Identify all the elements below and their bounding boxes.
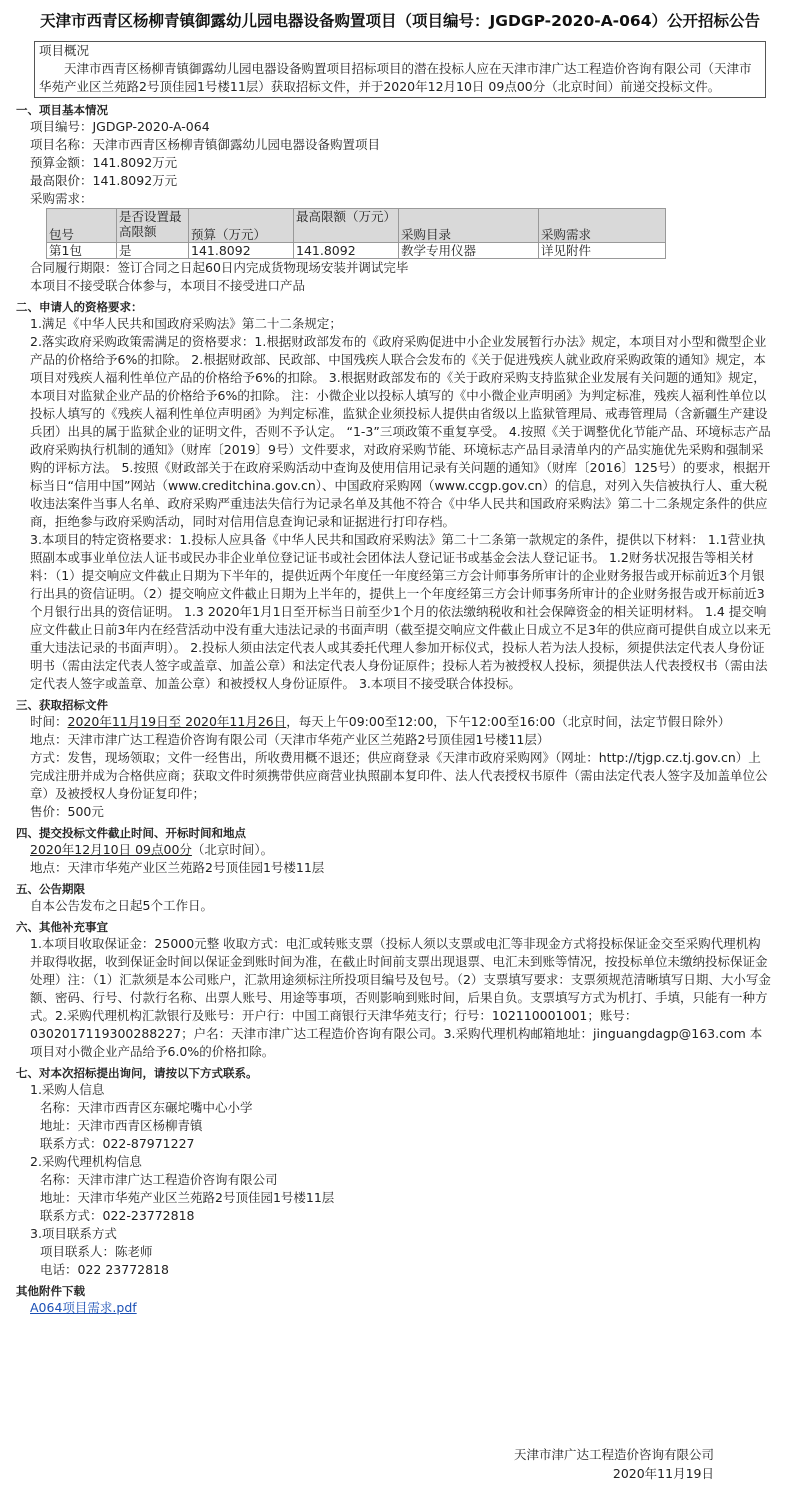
deadline-time-suffix: （北京时间）。: [191, 842, 274, 857]
overview-box: [34, 41, 766, 98]
section-basic-info-heading: 一、项目基本情况: [16, 103, 108, 117]
package-table: [46, 208, 666, 259]
qualification-para-1: 1.满足《中华人民共和国政府采购法》第二十二条规定；: [30, 316, 342, 331]
obtain-time-range: 2020年11月19日至 2020年11月26日: [67, 714, 287, 729]
basic-info-line: 最高限价：141.8092万元: [30, 173, 178, 188]
deadline-place: 地点：天津市华苑产业区兰苑路2号顶佳园1号楼11层: [30, 860, 325, 875]
obtain-method: 方式：发售，现场领取；文件一经售出，所收费用概不退还；供应商登录《天津市政府采购网》（网址：http://tjgp.cz.tj.gov.cn）上完成注册并成为合格供应商；获取文件时须携带供应商营业执照副本复印件、法人代表授权书原件（需由法定代表人签字及加盖单位公章）及被授权人身份证复印件；: [30, 750, 768, 801]
agent-title: 2.采购代理机构信息: [30, 1154, 142, 1169]
contract-period: 合同履行期限：签订合同之日起60日内完成货物现场安装并调试完毕: [30, 260, 409, 275]
table-cell: 是: [117, 243, 189, 259]
contact-title: 3.项目联系方式: [30, 1226, 117, 1241]
buyer-name: 名称：天津市西青区东碾坨嘴中心小学: [40, 1100, 253, 1115]
other-text: 1.本项目收取保证金：25000元整 收取方式：电汇或转账支票（投标人须以支票或电汇等非现金方式将投标保证金交至采购代理机构并取得收据，收到保证金时间以保证金到账时间为准，在截止时间前支票出现退票、电汇未到账等情况，按投标单位未缴纳投标保证金处理）注：（1）汇款须是本公司账户，汇款用途须标注所投项目编号及包号。（2）支票填写要求：支票须规范清晰填写日期、大小写金额、密码、行号、付款行名称、出票人账号、用途等事项，否则影响到账时间，后果自负。支票填写方式为机打、手填，只能有一种方式。2.采购代理机构汇款银行及账号：开户行：中国工商银行天津华苑支行；行号：102110001001；账号：0302017119300288227；户名：天津市津广达工程造价咨询有限公司。3.采购代理机构邮箱地址：jinguangdagp@163.com 本项目对小微企业产品给予6.0%的价格扣除。: [30, 936, 771, 1059]
table-header-cell: 预算（万元）: [189, 209, 294, 243]
obtain-time-rest: ，每天上午09:00至12:00，下午12:00至16:00（北京时间，法定节假日除外）: [286, 714, 731, 729]
section-contact-heading: 七、对本次招标提出询问，请按以下方式联系。: [16, 1066, 258, 1080]
basic-info-line: 项目编号：JGDGP-2020-A-064: [30, 119, 210, 134]
table-cell: 141.8092: [294, 243, 399, 259]
basic-info-line: 采购需求：: [30, 191, 93, 206]
agent-address: 地址：天津市华苑产业区兰苑路2号顶佳园1号楼11层: [40, 1190, 335, 1205]
section-qualification-heading: 二、申请人的资格要求：: [16, 300, 143, 314]
qualification-para-2: 2.落实政府采购政策需满足的资格要求：1.根据财政部发布的《政府采购促进中小企业发展暂行办法》规定，本项目对小型和微型企业产品的价格给予6%的扣除。 2.根据财政部、民政部、中国残疾人联合会发布的《关于促进残疾人就业政府采购政策的通知》规定，本项目对残疾人福利性单位产品的价格给予6%的扣除。 3.根据财政部发布的《关于政府采购支持监狱企业发展有关问题的通知》规定，本项目对监狱企业产品的价格给予6%的扣除。 注：小微企业以投标人填写的《中小微企业声明函》为判定标准，残疾人福利性单位以投标人填写的《残疾人福利性单位声明函》为判定标准，监狱企业须投标人提供由省级以上监狱管理局、戒毒管理局（含新疆生产建设兵团）出具的属于监狱企业的证明文件，否则不予认定。 “1-3”三项政策不重复享受。 4.按照《关于调整优化节能产品、环境标志产品政府采购执行机制的通知》（财库〔2019〕9号）文件要求，对政府采购节能、环境标志产品目录清单内的产品实施优先采购和强制采购的评标方法。 5.按照《财政部关于在政府采购活动中查询及使用信用记录有关问题的通知》（财库〔2016〕125号）的要求，根据开标当日“信用中国”网站（www.creditchina.gov.cn）、中国政府采购网（www.ccgp.gov.cn）的信息，对列入失信被执行人、重大税收违法案件当事人名单、政府采购严重违法失信行为记录名单及其他不符合《中华人民共和国政府采购法》第二十二条规定条件的供应商，拒绝参与政府采购活动，同时对信用信息查询记录和证据进行打印存档。: [30, 334, 771, 529]
agent-phone: 联系方式：022-23772818: [40, 1208, 195, 1223]
contact-person: 项目联系人：陈老师: [40, 1244, 153, 1259]
table-cell: 教学专用仪器: [399, 243, 539, 259]
signature-date: 2020年11月19日: [612, 1466, 714, 1481]
obtain-place: 地点：天津市津广达工程造价咨询有限公司（天津市华苑产业区兰苑路2号顶佳园1号楼11层）: [30, 732, 550, 747]
obtain-price: 售价：500元: [30, 804, 104, 819]
attachment-link[interactable]: A064项目需求.pdf: [30, 1300, 137, 1315]
table-cell: 详见附件: [539, 243, 666, 259]
deadline-time: [16, 841, 772, 859]
attachments-heading: 其他附件下载: [16, 1284, 85, 1298]
deadline-time-value: 2020年12月10日 09点00分: [30, 842, 192, 857]
buyer-address: 地址：天津市西青区杨柳青镇: [40, 1118, 203, 1133]
obtain-time: [16, 713, 772, 731]
package-table-header: [47, 209, 666, 243]
section-period-heading: 五、公告期限: [16, 882, 85, 896]
table-header-cell: 采购目录: [399, 209, 539, 243]
table-cell: 第1包: [47, 243, 117, 259]
section-deadline-heading: 四、提交投标文件截止时间、开标时间和地点: [16, 826, 246, 840]
obtain-time-label: 时间：: [30, 714, 68, 729]
basic-info-line: 项目名称：天津市西青区杨柳青镇御露幼儿园电器设备购置项目: [30, 137, 381, 152]
buyer-phone: 联系方式：022-87971227: [40, 1136, 195, 1151]
overview-text: 天津市西青区杨柳青镇御露幼儿园电器设备购置项目招标项目的潜在投标人应在天津市津广达工程造价咨询有限公司（天津市华苑产业区兰苑路2号顶佳园1号楼11层）获取招标文件，并于2020年12月10日 09点00分（北京时间）前递交投标文件。: [39, 61, 752, 94]
table-header-cell: 最高限额（万元）: [294, 209, 399, 243]
consortium-note: 本项目不接受联合体参与，本项目不接受进口产品: [30, 278, 306, 293]
table-header-cell: 包号: [47, 209, 117, 243]
section-other-heading: 六、其他补充事宜: [16, 920, 108, 934]
contact-phone: 电话：022 23772818: [40, 1262, 169, 1277]
page-title: 天津市西青区杨柳青镇御露幼儿园电器设备购置项目（项目编号：JGDGP-2020-A-064）公开招标公告: [40, 12, 760, 30]
table-cell: 141.8092: [189, 243, 294, 259]
basic-info-line: 预算金额：141.8092万元: [30, 155, 178, 170]
period-text: 自本公告发布之日起5个工作日。: [30, 898, 213, 913]
agent-name: 名称：天津市津广达工程造价咨询有限公司: [40, 1172, 278, 1187]
qualification-para-3: 3.本项目的特定资格要求：1.投标人应具备《中华人民共和国政府采购法》第二十二条第一款规定的条件，提供以下材料： 1.1营业执照副本或事业单位法人证书或民办非企业单位登记证书或社会团体法人登记证书或基金会法人登记证书。 1.2财务状况报告等相关材料：（1）提交响应文件截止日期为下半年的，提供近两个年度任一年度经第三方会计师事务所审计的企业财务报告或开标前近3个月银行出具的资信证明。（2）提交响应文件截止日期为上半年的，提供上一个年度经第三方会计师事务所审计的企业财务报告或开标前近3个月银行出具的资信证明。 1.3 2020年1月1日至开标当日前至少1个月的依法缴纳税收和社会保障资金的相关证明材料。 1.4 提交响应文件截止日前3年内在经营活动中没有重大违法记录的书面声明（截至提交响应文件截止日成立不足3年的供应商可提供自成立以来无重大违法记录的书面声明）。 2.投标人须由法定代表人或其委托代理人参加开标仪式，投标人若为法人投标，须提供法定代表人身份证明书（需由法定代表人签字或盖章、加盖公章）和法定代表人身份证原件；投标人若为被授权人投标，须提供法人代表授权书（需由法定代表人签字或盖章、加盖公章）和被授权人身份证原件。 3.本项目不接受联合体投标。: [30, 532, 771, 691]
table-header-cell: 是否设置最高限额: [117, 209, 189, 243]
table-row: [47, 243, 666, 259]
table-header-cell: 采购需求: [539, 209, 666, 243]
signature-org: 天津市津广达工程造价咨询有限公司: [513, 1447, 714, 1462]
section-obtain-docs-heading: 三、获取招标文件: [16, 698, 108, 712]
overview-label: 项目概况: [39, 43, 90, 58]
buyer-title: 1.采购人信息: [30, 1082, 105, 1097]
